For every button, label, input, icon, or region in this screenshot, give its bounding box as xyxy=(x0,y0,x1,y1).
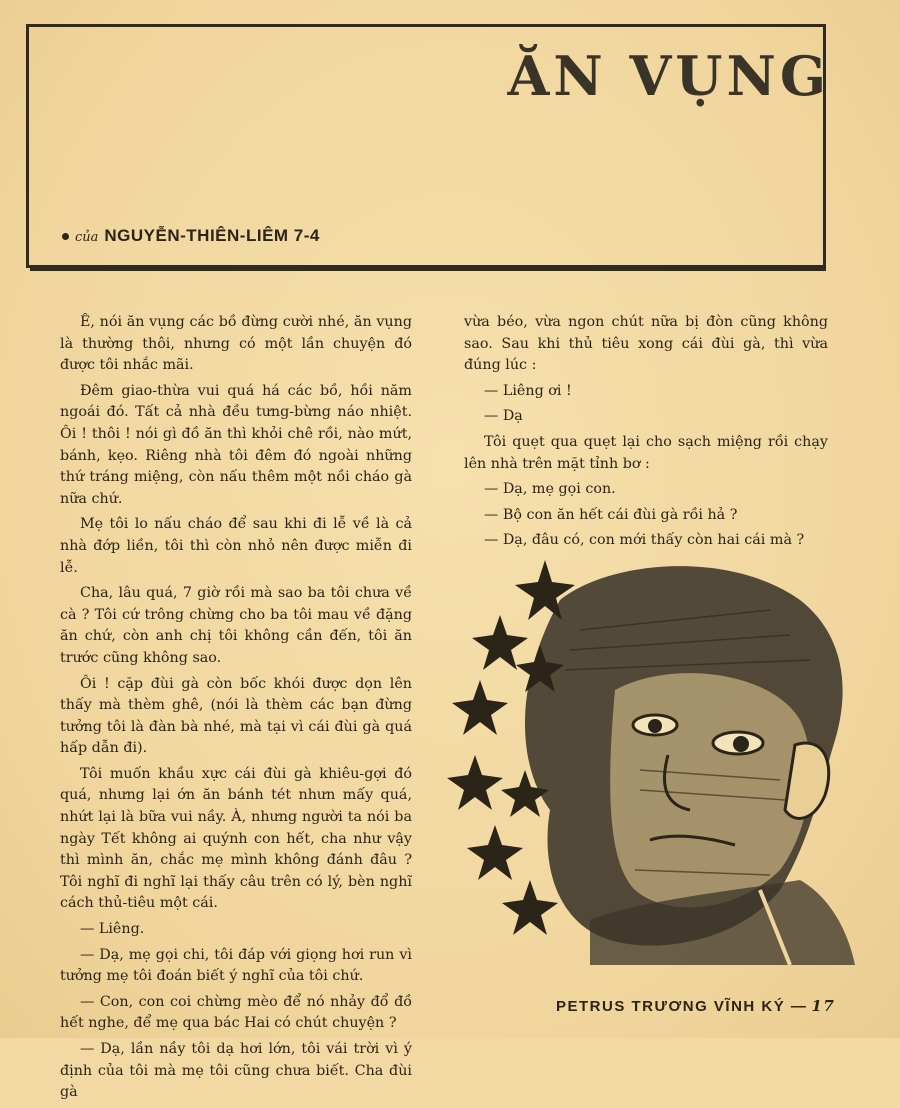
paragraph: Ôi ! cặp đùi gà còn bốc khói được dọn lên thấy mà thèm ghê, (nói là thèm các bạn đừng tưởng tôi là đàn bà nhé, mà tại vì cái đùi gà quá hấp dẫn đi). xyxy=(60,675,412,757)
magazine-name: PETRUS TRƯƠNG VĨNH KÝ — xyxy=(556,998,808,1015)
dialogue-line: — Dạ xyxy=(484,408,523,425)
dialogue-line: — Bộ con ăn hết cái đùi gà rồi hả ? xyxy=(484,506,738,523)
story-title: ĂN VỤNG xyxy=(507,44,830,108)
title-frame-shadow-rule xyxy=(30,268,826,271)
dialogue-line: — Dạ, mẹ gọi chi, tôi đáp với giọng hơi run vì tưởng mẹ tôi đoán biết ý nghĩ của tôi chứ. xyxy=(60,946,412,985)
dialogue-line: — Dạ, lần nầy tôi dạ hơi lớn, tôi vái trời vì ý định của tôi mà mẹ tôi cũng chưa biết. Cha đùi gà xyxy=(60,1041,412,1101)
left-column xyxy=(60,312,412,1108)
dialogue-line: — Dạ, mẹ gọi con. xyxy=(484,481,616,498)
byline-prefix: của xyxy=(75,230,99,245)
boy-portrait-illustration xyxy=(440,540,870,970)
dialogue-line: — Dạ, đâu có, con mới thấy còn hai cái mà ? xyxy=(484,532,805,549)
dialogue-line: — Liêng ơi ! xyxy=(484,382,572,399)
paragraph: Tôi muốn khầu xực cái đùi gà khiêu-gợi đó quá, nhưng lại ớn ăn bánh tét nhưn mấy quá, nhứt lại là bữa vui nầy. À, nhưng người ta nói ba ngày Tết không ai quýnh con hết, cha như vậy thì mình ăn, chắc mẹ mình không đánh đâu ? Tôi nghĩ đi nghĩ lại thấy câu trên có lý, bèn nghĩ cách thủ-tiêu một cái. xyxy=(60,765,412,912)
bullet-icon xyxy=(62,233,69,240)
dialogue-line: — Con, con coi chừng mèo để nó nhảy đổ đồ hết nghe, để mẹ qua bác Hai có chút chuyện ? xyxy=(60,993,412,1032)
paragraph: Mẹ tôi lo nấu cháo để sau khi đi lễ về là cả nhà đớp liền, tôi thì còn nhỏ nên được miễn đi lễ. xyxy=(60,516,412,576)
paragraph: vừa béo, vừa ngon chút nữa bị đòn cũng không sao. Sau khi thủ tiêu xong cái đùi gà, thì vừa đúng lúc : xyxy=(464,314,828,374)
paragraph: Cha, lâu quá, 7 giờ rồi mà sao ba tôi chưa về cà ? Tôi cứ trông chừng cho ba tôi mau về đặng ăn chứ, còn anh chị tôi không cần đến, tôi ăn trước cũng không sao. xyxy=(60,585,412,666)
paragraph: Tôi quẹt qua quẹt lại cho sạch miệng rồi chạy lên nhà trên mặt tỉnh bơ : xyxy=(464,433,828,472)
author-name: NGUYỄN-THIÊN-LIÊM 7-4 xyxy=(104,226,320,245)
page-number: 17 xyxy=(811,997,836,1015)
dialogue-line: — Liêng. xyxy=(80,921,145,938)
byline xyxy=(62,226,320,246)
paragraph: Ê, nói ăn vụng các bồ đừng cười nhé, ăn vụng là thường thôi, nhưng có một lần chuyện đó được tôi nhắc mãi. xyxy=(60,314,412,374)
paragraph: Đêm giao-thừa vui quá há các bồ, hồi năm ngoái đó. Tất cả nhà đều tưng-bừng náo nhiệt. Ôi ! thôi ! nói gì đồ ăn thì khỏi chê rồi, nào mứt, bánh, kẹo. Riêng nhà tôi đêm đó ngoài những thứ tráng miệng, còn nấu thêm một nồi cháo gà nữa chứ. xyxy=(60,382,412,507)
page-footer xyxy=(556,997,835,1015)
right-column xyxy=(464,312,828,556)
